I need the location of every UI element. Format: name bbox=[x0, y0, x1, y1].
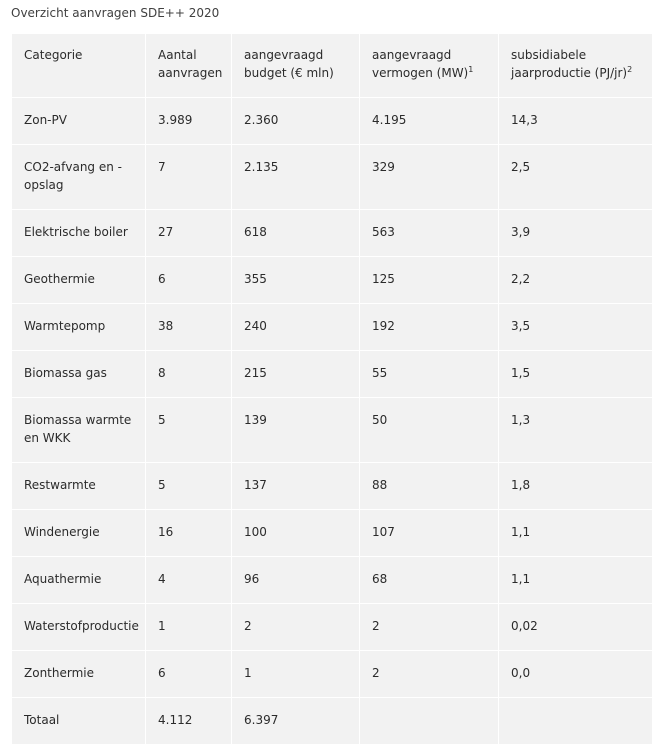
cell-applications: 27 bbox=[146, 210, 232, 257]
cell-applications: 1 bbox=[146, 604, 232, 651]
cell-applications: 5 bbox=[146, 398, 232, 463]
cell-applications: 38 bbox=[146, 304, 232, 351]
cell-budget: 139 bbox=[232, 398, 360, 463]
cell-capacity: 4.195 bbox=[360, 98, 499, 145]
cell-category: Warmtepomp bbox=[12, 304, 146, 351]
cell-production: 1,8 bbox=[499, 463, 653, 510]
cell-applications: 6 bbox=[146, 257, 232, 304]
cell-budget: 137 bbox=[232, 463, 360, 510]
cell-applications: 4.112 bbox=[146, 698, 232, 745]
table-header-row bbox=[12, 34, 653, 98]
cell-capacity: 88 bbox=[360, 463, 499, 510]
cell-production: 1,1 bbox=[499, 510, 653, 557]
footnote-marker: 1 bbox=[468, 65, 474, 74]
table-row bbox=[12, 145, 653, 210]
cell-category: Zon-PV bbox=[12, 98, 146, 145]
table-row bbox=[12, 604, 653, 651]
cell-capacity: 192 bbox=[360, 304, 499, 351]
cell-budget: 2.135 bbox=[232, 145, 360, 210]
table-row bbox=[12, 304, 653, 351]
table-row bbox=[12, 651, 653, 698]
cell-budget: 618 bbox=[232, 210, 360, 257]
cell-category: Elektrische boiler bbox=[12, 210, 146, 257]
cell-applications: 3.989 bbox=[146, 98, 232, 145]
cell-category: Windenergie bbox=[12, 510, 146, 557]
table-row bbox=[12, 351, 653, 398]
cell-production: 1,1 bbox=[499, 557, 653, 604]
cell-capacity: 50 bbox=[360, 398, 499, 463]
table-caption: Overzicht aanvragen SDE++ 2020 bbox=[11, 6, 220, 20]
cell-capacity: 563 bbox=[360, 210, 499, 257]
cell-category: Totaal bbox=[12, 698, 146, 745]
table-total-row bbox=[12, 698, 653, 745]
cell-capacity: 329 bbox=[360, 145, 499, 210]
cell-applications: 5 bbox=[146, 463, 232, 510]
cell-capacity bbox=[360, 698, 499, 745]
table-row bbox=[12, 210, 653, 257]
cell-applications: 7 bbox=[146, 145, 232, 210]
table-row bbox=[12, 398, 653, 463]
cell-capacity: 2 bbox=[360, 604, 499, 651]
cell-category: Restwarmte bbox=[12, 463, 146, 510]
table-row bbox=[12, 257, 653, 304]
cell-budget: 96 bbox=[232, 557, 360, 604]
cell-budget: 2 bbox=[232, 604, 360, 651]
cell-category: Biomassa gas bbox=[12, 351, 146, 398]
cell-production: 2,2 bbox=[499, 257, 653, 304]
cell-applications: 4 bbox=[146, 557, 232, 604]
cell-production: 14,3 bbox=[499, 98, 653, 145]
cell-budget: 2.360 bbox=[232, 98, 360, 145]
column-header-applications: Aantal aanvragen bbox=[146, 34, 232, 98]
cell-capacity: 55 bbox=[360, 351, 499, 398]
cell-production: 1,5 bbox=[499, 351, 653, 398]
cell-production bbox=[499, 698, 653, 745]
cell-budget: 355 bbox=[232, 257, 360, 304]
cell-category: Geothermie bbox=[12, 257, 146, 304]
cell-category: Aquathermie bbox=[12, 557, 146, 604]
cell-production: 0,0 bbox=[499, 651, 653, 698]
cell-capacity: 68 bbox=[360, 557, 499, 604]
cell-applications: 8 bbox=[146, 351, 232, 398]
cell-category: Biomassa warmte en WKK bbox=[12, 398, 146, 463]
cell-production: 1,3 bbox=[499, 398, 653, 463]
column-header-budget: aangevraagd budget (€ mln) bbox=[232, 34, 360, 98]
cell-budget: 6.397 bbox=[232, 698, 360, 745]
cell-budget: 1 bbox=[232, 651, 360, 698]
column-header-capacity: aangevraagd vermogen (MW)$^1$ bbox=[360, 34, 499, 98]
cell-category: Zonthermie bbox=[12, 651, 146, 698]
table-row bbox=[12, 98, 653, 145]
cell-applications: 6 bbox=[146, 651, 232, 698]
column-header-production: subsidiabele jaarproductie $(PJ/jr)^2$ bbox=[499, 34, 653, 98]
cell-applications: 16 bbox=[146, 510, 232, 557]
cell-capacity: 107 bbox=[360, 510, 499, 557]
cell-production: 3,9 bbox=[499, 210, 653, 257]
footnote-marker: 2 bbox=[627, 65, 633, 74]
cell-budget: 215 bbox=[232, 351, 360, 398]
cell-capacity: 2 bbox=[360, 651, 499, 698]
cell-category: Waterstofproductie bbox=[12, 604, 146, 651]
cell-production: 0,02 bbox=[499, 604, 653, 651]
cell-budget: 240 bbox=[232, 304, 360, 351]
cell-category: CO2-afvang en -opslag bbox=[12, 145, 146, 210]
cell-budget: 100 bbox=[232, 510, 360, 557]
table-row bbox=[12, 510, 653, 557]
sde-applications-table bbox=[11, 33, 653, 745]
table-row bbox=[12, 557, 653, 604]
cell-capacity: 125 bbox=[360, 257, 499, 304]
cell-production: 3,5 bbox=[499, 304, 653, 351]
column-header-category: Categorie bbox=[12, 34, 146, 98]
cell-production: 2,5 bbox=[499, 145, 653, 210]
table-row bbox=[12, 463, 653, 510]
